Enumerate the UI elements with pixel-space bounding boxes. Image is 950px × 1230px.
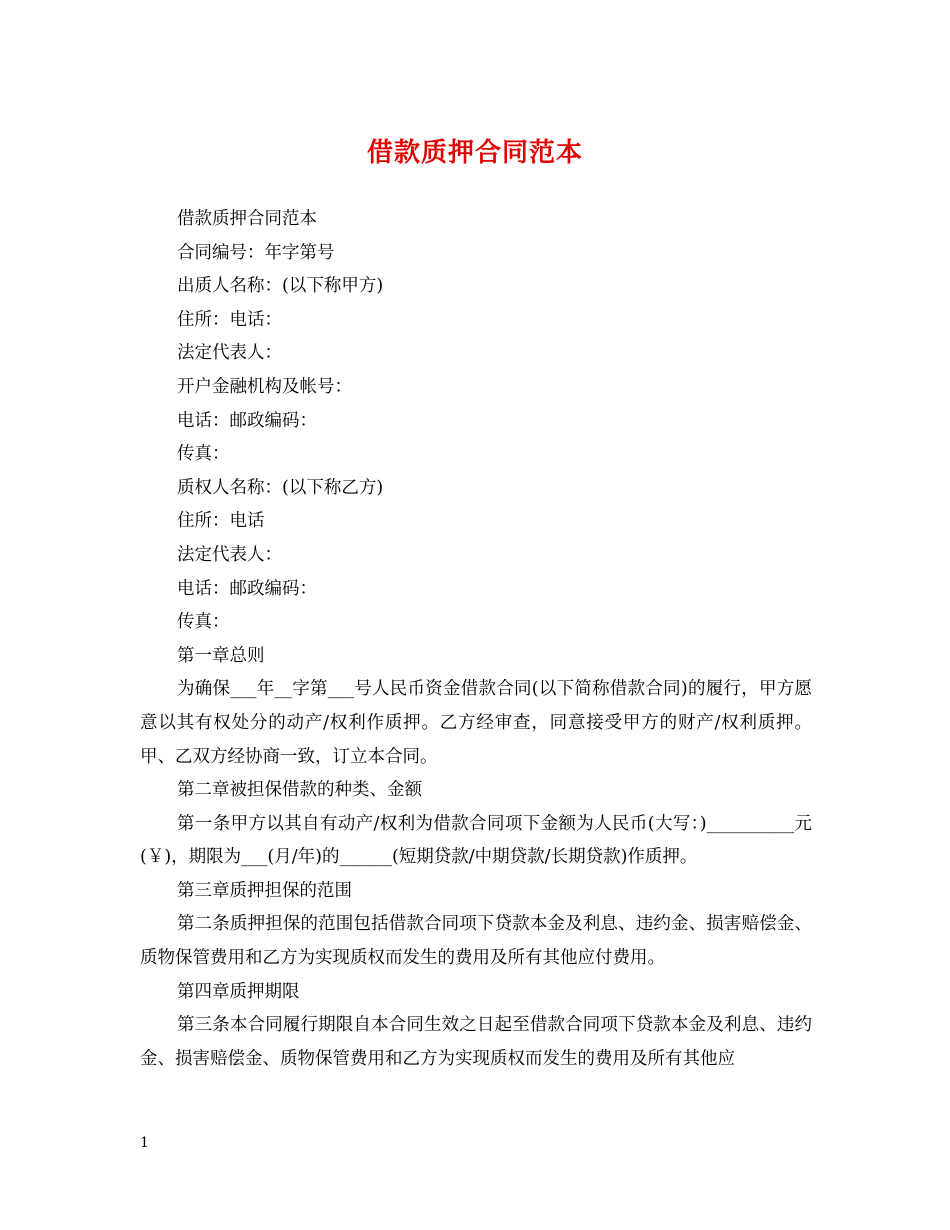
doc-heading-line: 借款质押合同范本	[177, 209, 317, 229]
chapter-2-heading: 第二章被担保借款的种类、金额	[177, 780, 422, 801]
document-body	[140, 203, 812, 1076]
pledgor-phone-postcode-line: 电话：邮政编码：	[177, 410, 317, 431]
pledgee-name-line: 质权人名称：(以下称乙方)	[177, 477, 384, 498]
chapter-4-heading: 第四章质押期限	[177, 981, 300, 1002]
pledgee-address-line: 住所：电话	[177, 511, 265, 532]
pledgor-address-line: 住所：电话：	[177, 309, 282, 330]
article-2-paragraph: 第二条质押担保的范围包括借款合同项下贷款本金及利息、违约金、损害赔偿金、质物保管费用和乙方为实现质权而发生的费用及所有其他应付费用。	[140, 914, 812, 969]
page-number: 1	[140, 1135, 149, 1151]
pledgor-representative-line: 法定代表人：	[177, 343, 282, 364]
pledgee-fax-line: 传真：	[177, 612, 230, 633]
pledgor-bank-account-line: 开户金融机构及帐号：	[177, 376, 352, 397]
pledgee-representative-line: 法定代表人：	[177, 544, 282, 565]
article-3-paragraph: 第三条本合同履行期限自本合同生效之日起至借款合同项下贷款本金及利息、违约金、损害赔偿金、质物保管费用和乙方为实现质权而发生的费用及所有其他应	[140, 1015, 812, 1069]
chapter-1-paragraph: 为确保___年__字第___号人民币资金借款合同(以下简称借款合同)的履行，甲方愿意以其有权处分的动产/权利作质押。乙方经审查，同意接受甲方的财产/权利质押。甲、乙双方经协商一致，订立本合同。	[140, 679, 812, 767]
contract-number-line: 合同编号：年字第号	[177, 242, 335, 263]
document-title: 借款质押合同范本	[366, 138, 583, 168]
pledgor-fax-line: 传真：	[177, 444, 230, 465]
pledgee-phone-postcode-line: 电话：邮政编码：	[177, 578, 317, 599]
chapter-3-heading: 第三章质押担保的范围	[177, 880, 352, 901]
chapter-1-heading: 第一章总则	[177, 645, 265, 666]
pledgor-name-line: 出质人名称：(以下称甲方)	[177, 276, 384, 297]
article-1-paragraph: 第一条甲方以其自有动产/权利为借款合同项下金额为人民币(大写：)__________元(￥)，期限为___(月/年)的______(短期贷款/中期贷款/长期贷款)作质押。	[140, 813, 812, 868]
